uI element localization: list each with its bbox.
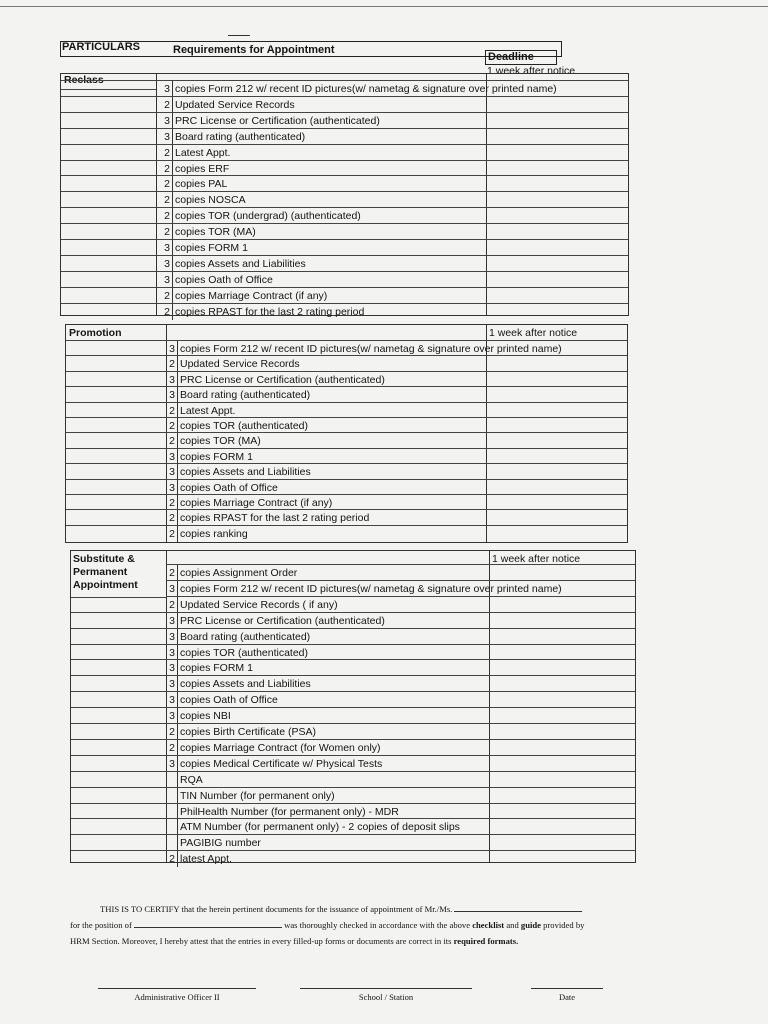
requirement-qty: 3 xyxy=(166,645,178,661)
requirement-text: TIN Number (for permanent only) xyxy=(180,789,335,802)
requirement-text: PRC License or Certification (authenticated) xyxy=(180,614,385,627)
requirement-qty: 3 xyxy=(166,449,178,465)
requirement-text: copies Oath of Office xyxy=(180,694,278,707)
requirement-row xyxy=(61,128,628,144)
requirement-qty: 2 xyxy=(156,304,173,320)
requirement-qty: 3 xyxy=(166,341,178,357)
requirement-text: copies Form 212 w/ recent ID pictures(w/ nametag & signature over printed name) xyxy=(175,83,557,95)
requirement-qty: 2 xyxy=(166,495,178,511)
requirement-row xyxy=(166,596,635,612)
requirement-text: copies Oath of Office xyxy=(175,273,273,286)
requirement-text: RQA xyxy=(180,773,203,786)
date-signature-line[interactable] xyxy=(531,988,603,989)
requirement-row xyxy=(71,691,635,707)
requirement-text: copies Assets and Liabilities xyxy=(180,466,311,479)
requirement-qty xyxy=(166,819,178,835)
requirement-text: copies Birth Certificate (PSA) xyxy=(180,726,316,738)
requirement-text: PRC License or Certification (authenticated) xyxy=(175,114,380,127)
requirement-qty: 2 xyxy=(156,176,173,192)
requirement-qty: 2 xyxy=(166,418,178,434)
requirement-qty: 3 xyxy=(166,692,178,708)
requirement-row xyxy=(166,580,635,596)
requirement-text: copies TOR (authenticated) xyxy=(180,646,309,659)
requirement-text: Latest Appt. xyxy=(180,404,236,417)
requirement-row xyxy=(61,239,628,255)
requirement-text: copies Marriage Contract (if any) xyxy=(175,289,328,302)
requirement-qty: 2 xyxy=(156,145,173,161)
requirement-qty xyxy=(166,772,178,788)
requirement-qty xyxy=(166,788,178,804)
requirement-qty: 2 xyxy=(156,208,173,224)
requirement-row xyxy=(71,818,635,834)
cert-line2c: provided by xyxy=(543,920,585,930)
requirement-qty: 2 xyxy=(166,356,178,372)
header-deadline: Deadline xyxy=(488,51,534,63)
requirement-row xyxy=(71,723,635,739)
requirement-text: copies Assets and Liabilities xyxy=(175,257,306,270)
requirement-text: ATM Number (for permanent only) - 2 copies of deposit slips xyxy=(180,821,460,834)
cert-line2b: was thoroughly checked in accordance with the above xyxy=(284,920,471,930)
requirement-qty: 3 xyxy=(156,129,173,145)
requirement-qty: 2 xyxy=(166,403,178,419)
requirement-qty: 3 xyxy=(166,464,178,480)
requirement-qty: 3 xyxy=(166,660,178,676)
requirement-row xyxy=(71,787,635,803)
requirement-row xyxy=(66,448,627,464)
school-label: School / Station xyxy=(358,992,414,1002)
requirement-row xyxy=(71,834,635,850)
requirement-qty: 3 xyxy=(166,480,178,496)
requirement-qty: 3 xyxy=(156,240,173,256)
requirement-text: PRC License or Certification (authenticated) xyxy=(180,373,385,386)
requirement-text: copies TOR (undergrad) (authenticated) xyxy=(175,210,361,223)
requirement-text: copies Marriage Contract (if any) xyxy=(180,497,333,509)
requirement-row xyxy=(71,628,635,644)
requirement-text: copies TOR (MA) xyxy=(175,226,256,239)
requirement-qty: 3 xyxy=(166,676,178,692)
requirement-text: copies Assets and Liabilities xyxy=(180,678,311,691)
requirement-qty: 2 xyxy=(156,224,173,240)
requirement-qty: 2 xyxy=(166,597,178,613)
requirement-text: PhilHealth Number (for permanent only) - MDR xyxy=(180,805,399,818)
requirement-row xyxy=(66,432,627,448)
cert-line1: THIS IS TO CERTIFY that the herein pertinent documents for the issuance of appointment of Mr./Ms. xyxy=(100,904,453,914)
header-requirements: Requirements for Appointment xyxy=(173,44,335,56)
cert-and: and xyxy=(506,920,519,930)
requirement-row xyxy=(61,160,628,176)
requirement-text: copies Medical Certificate w/ Physical Tests xyxy=(180,757,383,770)
requirement-row xyxy=(61,112,628,128)
requirement-row xyxy=(61,207,628,223)
requirement-text: copies FORM 1 xyxy=(175,242,248,254)
requirement-row xyxy=(71,803,635,819)
requirement-row xyxy=(61,255,628,271)
requirement-row xyxy=(66,417,627,433)
requirement-row xyxy=(66,340,627,356)
requirement-row xyxy=(61,175,628,191)
requirement-row xyxy=(61,96,628,112)
requirement-qty: 2 xyxy=(166,565,178,581)
section-label-line: Appointment xyxy=(73,579,138,591)
requirement-row xyxy=(71,707,635,723)
header-particulars: PARTICULARS xyxy=(62,41,141,53)
requirement-qty xyxy=(166,835,178,851)
requirement-row xyxy=(71,739,635,755)
requirement-qty: 3 xyxy=(156,113,173,129)
requirement-text: latest Appt. xyxy=(180,853,232,866)
cert-line2a: for the position of xyxy=(70,920,132,930)
officer-signature-line[interactable] xyxy=(98,988,256,989)
section-label: Promotion xyxy=(69,327,122,339)
header-deadline-value: 1 week after notice xyxy=(487,65,576,77)
top-divider xyxy=(0,6,768,7)
requirement-qty: 2 xyxy=(166,724,178,740)
requirement-row xyxy=(66,371,627,387)
cert-checklist: checklist xyxy=(472,920,505,930)
label-underline xyxy=(71,597,166,598)
requirement-row xyxy=(61,144,628,160)
section-label: Reclass xyxy=(64,74,104,86)
requirement-qty: 2 xyxy=(166,740,178,756)
requirement-row xyxy=(66,525,627,541)
requirement-text: PAGIBIG number xyxy=(180,837,261,850)
cert-line3a: HRM Section. Moreover, I hereby attest that the entries in every filled-up forms or documents are correct in its xyxy=(70,936,452,946)
requirement-text: copies TOR (authenticated) xyxy=(180,420,309,432)
requirement-qty xyxy=(166,804,178,820)
requirement-row xyxy=(66,494,627,510)
requirement-qty: 2 xyxy=(166,510,178,526)
requirement-text: copies ERF xyxy=(175,162,230,175)
section-deadline: 1 week after notice xyxy=(492,553,581,565)
section-promotion xyxy=(65,324,628,543)
requirement-qty: 2 xyxy=(156,161,173,177)
requirement-text: Board rating (authenticated) xyxy=(175,130,306,143)
certification-block xyxy=(70,901,635,949)
section-label-line: Substitute & xyxy=(73,553,135,565)
school-signature-line[interactable] xyxy=(300,988,472,989)
requirement-text: copies RPAST for the last 2 rating period xyxy=(180,512,370,525)
requirement-qty: 2 xyxy=(156,97,173,113)
requirement-qty: 2 xyxy=(166,851,178,867)
requirement-row xyxy=(71,771,635,787)
requirement-text: copies RPAST for the last 2 rating period xyxy=(175,305,365,318)
requirement-text: copies NBI xyxy=(180,710,231,723)
requirement-row xyxy=(66,479,627,495)
requirement-text: copies FORM 1 xyxy=(180,662,253,675)
requirement-text: Board rating (authenticated) xyxy=(180,630,311,643)
cert-guide: guide xyxy=(520,920,541,930)
requirement-qty: 3 xyxy=(166,756,178,772)
requirement-text: copies Form 212 w/ recent ID pictures(w/ nametag & signature over printed name) xyxy=(180,582,562,595)
requirement-row xyxy=(66,463,627,479)
requirement-qty: 3 xyxy=(166,372,178,388)
requirement-row xyxy=(61,80,628,96)
requirement-text: copies Oath of Office xyxy=(180,481,278,494)
requirement-text: Latest Appt. xyxy=(175,146,231,159)
header-overline xyxy=(228,35,250,36)
requirement-text: Updated Service Records xyxy=(180,358,300,371)
requirement-row xyxy=(71,850,635,866)
requirement-row xyxy=(61,287,628,303)
officer-label: Administrative Officer II xyxy=(134,992,220,1002)
requirement-qty: 3 xyxy=(156,81,173,97)
requirement-qty: 3 xyxy=(166,581,178,597)
requirement-row xyxy=(66,386,627,402)
requirement-row xyxy=(66,355,627,371)
requirement-row xyxy=(61,271,628,287)
cert-required-formats: required formats. xyxy=(453,936,519,946)
date-label: Date xyxy=(558,992,576,1002)
requirement-qty: 2 xyxy=(166,526,178,542)
requirement-row xyxy=(61,223,628,239)
requirement-row xyxy=(71,612,635,628)
requirement-text: Updated Service Records ( if any) xyxy=(180,598,338,611)
requirement-row xyxy=(71,755,635,771)
requirement-qty: 3 xyxy=(166,629,178,645)
requirement-text: Board rating (authenticated) xyxy=(180,389,311,402)
requirement-qty: 3 xyxy=(166,613,178,629)
requirement-qty: 3 xyxy=(156,272,173,288)
requirement-qty: 3 xyxy=(156,256,173,272)
requirement-qty: 3 xyxy=(166,387,178,403)
requirement-row xyxy=(61,191,628,207)
requirement-text: copies Form 212 w/ recent ID pictures(w/ nametag & signature over printed name) xyxy=(180,343,562,355)
requirement-text: copies ranking xyxy=(180,527,248,540)
requirement-qty: 3 xyxy=(166,708,178,724)
requirement-row xyxy=(66,402,627,418)
requirement-row xyxy=(166,564,635,580)
requirement-text: copies Assignment Order xyxy=(180,567,298,579)
requirement-qty: 2 xyxy=(156,192,173,208)
requirement-text: copies FORM 1 xyxy=(180,450,253,463)
cert-position-blank[interactable] xyxy=(134,917,282,928)
requirement-row xyxy=(71,659,635,675)
section-deadline: 1 week after notice xyxy=(489,327,578,339)
section-substitute-permanent xyxy=(70,550,636,866)
requirement-row xyxy=(61,303,628,319)
requirement-qty: 2 xyxy=(156,288,173,304)
requirement-text: copies NOSCA xyxy=(175,194,246,207)
cert-name-blank[interactable] xyxy=(454,901,582,912)
requirement-row xyxy=(71,675,635,691)
requirement-text: copies TOR (MA) xyxy=(180,435,261,448)
section-reclass xyxy=(60,73,629,316)
requirement-text: copies Marriage Contract (for Women only) xyxy=(180,741,381,754)
requirement-text: Updated Service Records xyxy=(175,98,295,111)
requirement-row xyxy=(71,644,635,660)
requirement-row xyxy=(66,509,627,525)
section-label xyxy=(73,553,138,592)
requirement-qty: 2 xyxy=(166,433,178,449)
requirement-text: copies PAL xyxy=(175,178,228,191)
section-label-line: Permanent xyxy=(73,566,128,578)
